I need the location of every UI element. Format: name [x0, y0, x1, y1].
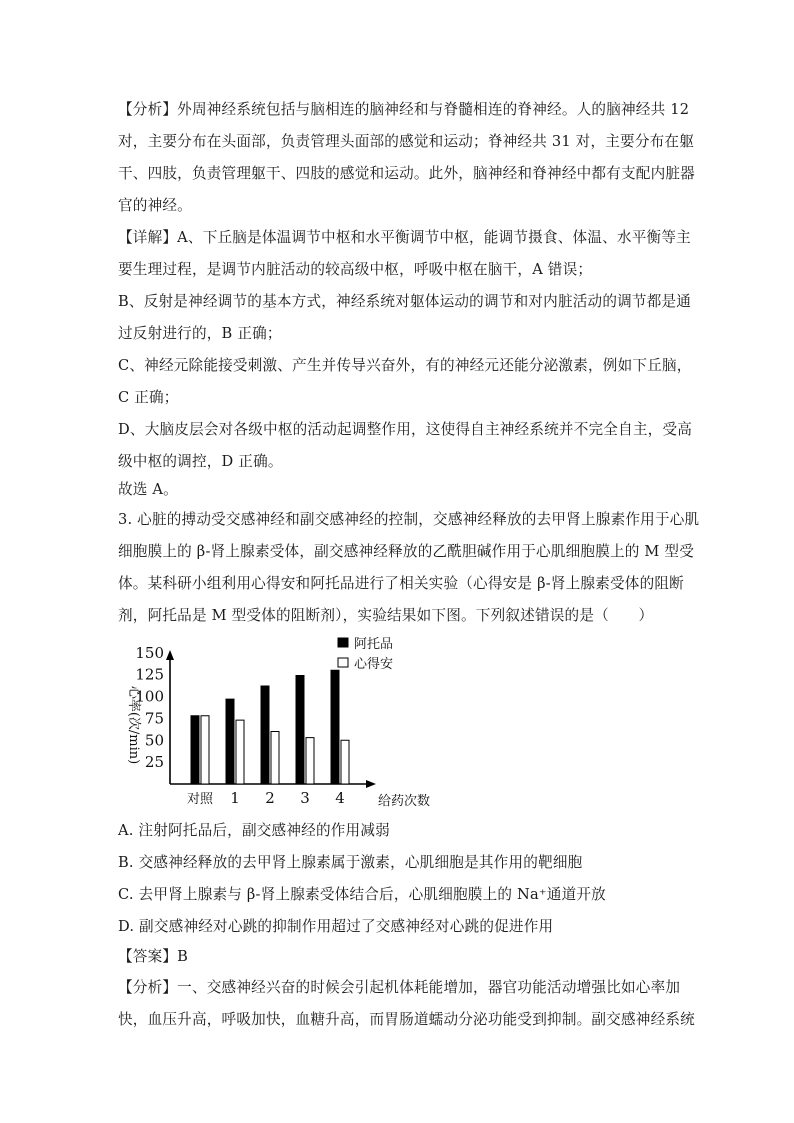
- x-axis-label: 给药次数: [377, 794, 431, 809]
- question-line-2: 细胞膜上的 β-肾上腺素受体，副交感神经释放的乙酰胆碱作用于心肌细胞膜上的 M 型受: [118, 543, 695, 560]
- option-a: A. 注射阿托品后，副交感神经的作用减弱: [118, 822, 390, 839]
- legend-label: 心得安: [354, 657, 394, 672]
- option-b: B. 交感神经释放的去甲肾上腺素属于激素，心肌细胞是其作用的靶细胞: [118, 854, 583, 871]
- bar-propranolol: [201, 716, 209, 784]
- analysis-line-3: 干、四肢，负责管理躯干、四肢的感觉和运动。此外，脑神经和脊神经中都有支配内脏器: [118, 165, 695, 182]
- detail-line-3: B、反射是神经调节的基本方式，神经系统对躯体运动的调节和对内脏活动的调节都是通: [118, 293, 692, 310]
- bar-propranolol: [341, 740, 349, 784]
- y-tick-label: 50: [144, 731, 164, 750]
- heart-rate-bar-chart: [112, 632, 431, 812]
- bar-atropine: [191, 716, 199, 784]
- y-tick-label: 125: [135, 665, 164, 684]
- y-axis-label: 心率(次/min): [126, 685, 141, 765]
- analysis2-line-2: 快，血压升高，呼吸加快，血糖升高，而胃肠道蠕动分泌功能受到抑制。副交感神经系统: [118, 1011, 695, 1028]
- bar-propranolol: [271, 732, 279, 785]
- detail-line-8: 级中枢的调控，D 正确。: [118, 453, 283, 470]
- legend-label: 阿托品: [354, 637, 394, 652]
- x-tick-label: 1: [230, 789, 240, 807]
- question-line-3: 体。某科研小组利用心得安和阿托品进行了相关实验（心得安是 β-肾上腺素受体的阻断: [118, 575, 684, 592]
- y-tick-label: 100: [135, 687, 164, 706]
- option-d: D. 副交感神经对心跳的抑制作用超过了交感神经对心跳的促进作用: [118, 918, 554, 935]
- detail-line-5: C、神经元除能接受刺激、产生并传导兴奋外，有的神经元还能分泌激素，例如下丘脑，: [118, 357, 692, 374]
- question-line-1: 3. 心脏的搏动受交感神经和副交感神经的控制，交感神经释放的去甲肾上腺素作用于心肌: [118, 511, 700, 528]
- x-tick-label: 4: [335, 789, 345, 807]
- analysis-line-2: 对，主要分布在头面部，负责管理头面部的感觉和运动；脊神经共 31 对，主要分布在躯: [118, 133, 695, 150]
- y-tick-label: 25: [144, 753, 164, 772]
- detail-line-2: 要生理过程，是调节内脏活动的较高级中枢，呼吸中枢在脑干，A 错误；: [118, 261, 593, 278]
- x-axis-arrow: [366, 780, 376, 788]
- bar-atropine: [261, 686, 269, 784]
- x-tick-label: 2: [265, 789, 275, 807]
- detail-line-6: C 正确；: [118, 389, 179, 406]
- analysis-line-1: 【分析】外周神经系统包括与脑相连的脑神经和与脊髓相连的脊神经。人的脑神经共 12: [118, 101, 690, 118]
- y-tick-label: 150: [135, 643, 164, 662]
- y-axis-arrow: [166, 650, 174, 660]
- legend-swatch: [338, 658, 348, 667]
- y-tick-label: 75: [144, 709, 164, 728]
- x-tick-label: 3: [300, 789, 310, 807]
- bar-propranolol: [236, 720, 244, 784]
- bar-atropine: [331, 670, 339, 784]
- answer-label: 【答案】B: [118, 948, 189, 965]
- bar-atropine: [296, 676, 304, 785]
- question-line-4: 剂，阿托品是 M 型受体的阻断剂），实验结果如下图。下列叙述错误的是（ ）: [118, 607, 654, 624]
- bar-propranolol: [306, 738, 314, 784]
- x-tick-label: 对照: [186, 792, 214, 807]
- bar-atropine: [226, 699, 234, 784]
- detail-line-4: 过反射进行的，B 正确；: [118, 325, 282, 342]
- detail-line-7: D、大脑皮层会对各级中枢的活动起调整作用，这使得自主神经系统并不完全自主，受高: [118, 421, 693, 438]
- option-c: C. 去甲肾上腺素与 β-肾上腺素受体结合后，心肌细胞膜上的 Na⁺通道开放: [118, 886, 606, 903]
- legend-swatch: [338, 638, 348, 647]
- detail-line-1: 【详解】A、下丘脑是体温调节中枢和水平衡调节中枢，能调节摄食、体温、水平衡等主: [118, 229, 691, 246]
- analysis2-line-1: 【分析】一、交感神经兴奋的时候会引起机体耗能增加，器官功能活动增强比如心率加: [118, 979, 681, 996]
- answer-choice-line: 故选 A。: [118, 481, 178, 498]
- analysis-line-4: 官的神经。: [118, 197, 192, 214]
